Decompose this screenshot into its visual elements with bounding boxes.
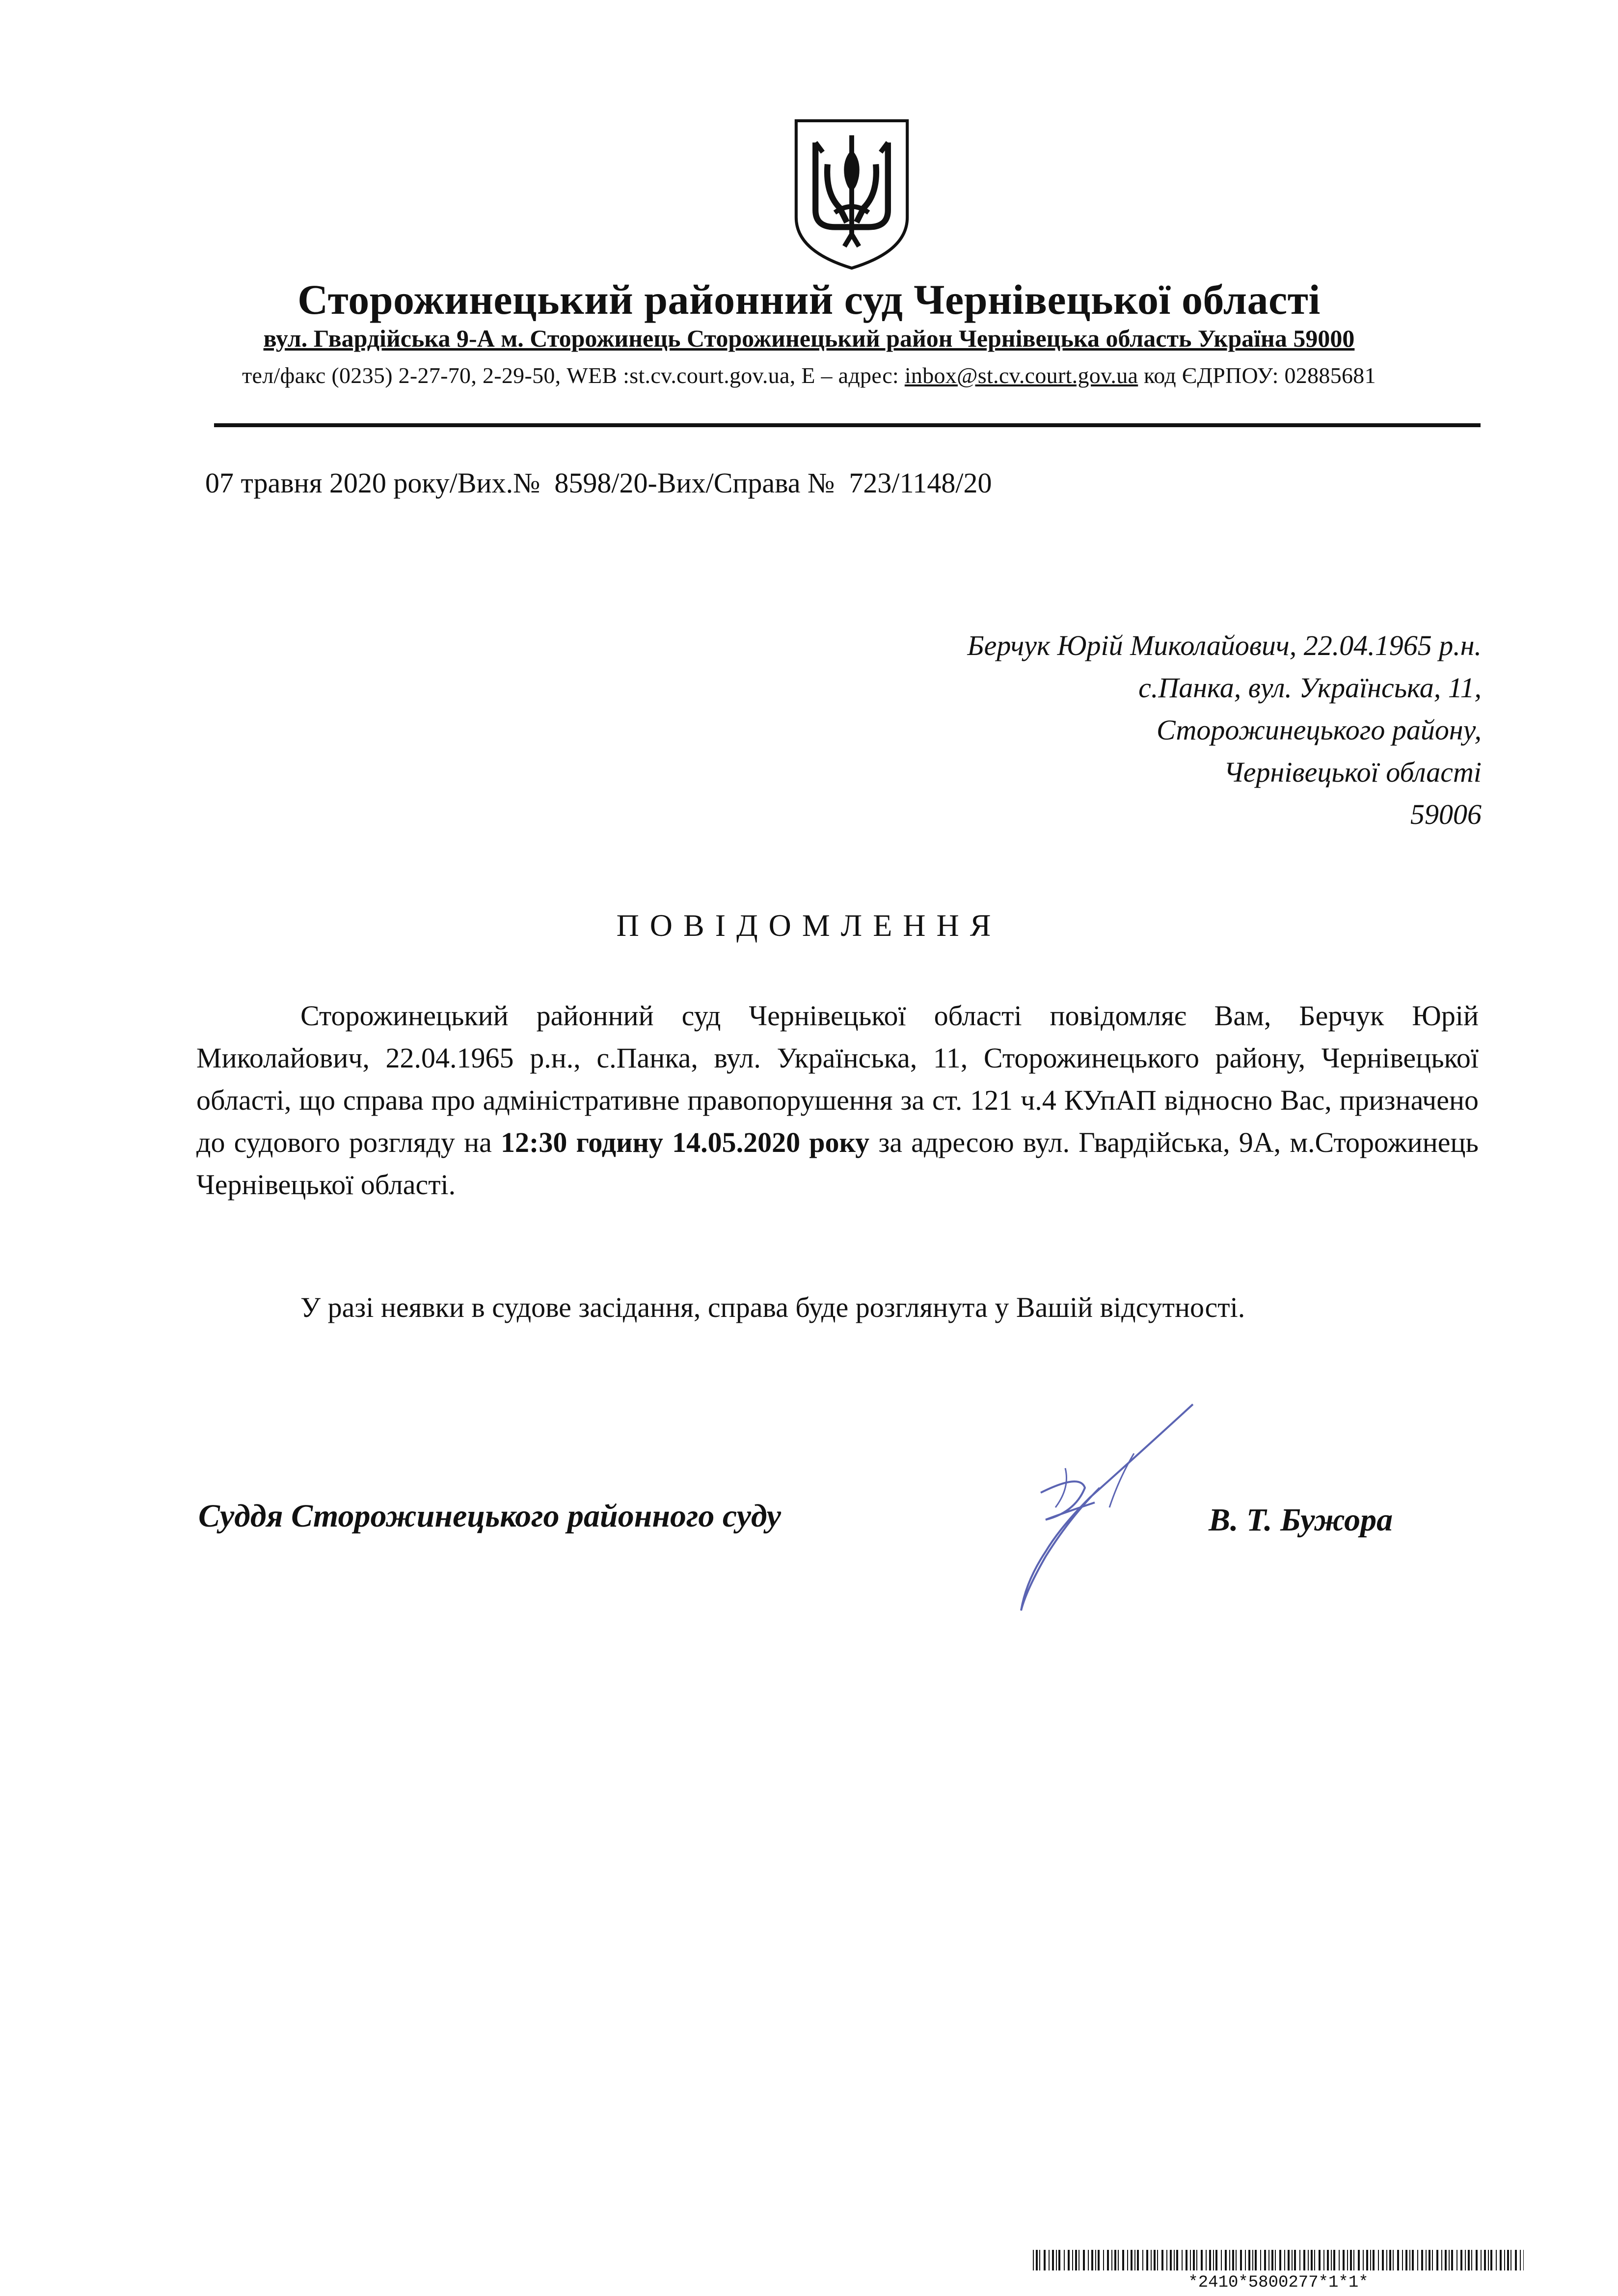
paragraph-text: за адресою вул. Гвардійська, 9А, м.Сторожинець Чернівецької області. <box>196 1126 1479 1201</box>
barcode-bar <box>1095 2250 1096 2270</box>
barcode-bar <box>1373 2250 1375 2270</box>
barcode-bar <box>1161 2250 1163 2270</box>
barcode-bar <box>1075 2250 1077 2270</box>
trident-coat-of-arms-icon <box>791 116 912 273</box>
barcode-bar <box>1441 2250 1442 2270</box>
barcode-bar <box>1299 2250 1300 2270</box>
barcode-bar <box>1507 2250 1509 2270</box>
barcode-bar <box>1131 2250 1133 2270</box>
barcode-bar <box>1426 2250 1427 2270</box>
barcode-bar <box>1196 2250 1197 2270</box>
barcode-bar <box>1308 2250 1309 2270</box>
paragraph-text: Сторожинецький районний суд Чернівецької області повідомляє Вам, Берчук Юрій Миколайович, 22.04.1965 р.н., с.Панка, вул. Українська, 11, Сторожинецького району, Чернівецької області, що справа про адміністративне правопорушення за ст. 121 ч.4 КУпАП відносно Вас, призначено до судового розгляду на <box>196 1000 1479 1158</box>
barcode-bar <box>1176 2250 1178 2270</box>
barcode-bar <box>1072 2250 1073 2270</box>
barcode-bar <box>1245 2250 1246 2270</box>
barcode-bar <box>1510 2250 1511 2270</box>
barcode-bar <box>1248 2250 1250 2270</box>
barcode-bar <box>1417 2250 1418 2270</box>
barcode-bar <box>1056 2250 1057 2270</box>
court-address: вул. Гвардійська 9-А м. Сторожинець Сторожинецький район Чернівецька область Україна 59000 <box>263 325 1355 352</box>
recipient-region: Чернівецької області <box>1223 756 1482 788</box>
barcode-bar <box>1091 2250 1093 2270</box>
barcode-bar <box>1363 2250 1364 2270</box>
barcode-bar <box>1314 2250 1315 2270</box>
barcode-bar <box>1114 2250 1116 2270</box>
barcode-bar <box>1353 2250 1354 2270</box>
barcode-bar <box>1271 2250 1273 2270</box>
recipient-district: Сторожинецького району, <box>1157 714 1482 746</box>
barcode-bar <box>1471 2250 1472 2270</box>
barcode-bar <box>1142 2250 1143 2270</box>
barcode-bar <box>1232 2250 1234 2270</box>
barcode-bar <box>1068 2250 1070 2270</box>
barcode-bar <box>1236 2250 1237 2270</box>
barcode-bar <box>1412 2250 1414 2270</box>
barcode-bar <box>1327 2250 1329 2270</box>
barcode-bar <box>1449 2250 1450 2270</box>
barcode-bar <box>1476 2250 1478 2270</box>
barcode-bar <box>1481 2250 1482 2270</box>
barcode-bar <box>1284 2250 1285 2270</box>
barcode-bar <box>1323 2250 1324 2270</box>
barcode-bar <box>1389 2250 1391 2270</box>
barcode-bar <box>1378 2250 1379 2270</box>
barcode-bar <box>1370 2250 1371 2270</box>
barcode-bar <box>1134 2250 1135 2270</box>
barcode-bar <box>1288 2250 1290 2270</box>
barcode-bar <box>1523 2250 1524 2270</box>
barcode-bar <box>1225 2250 1227 2270</box>
barcode-bar <box>1088 2250 1089 2270</box>
barcode-bar <box>1186 2250 1187 2270</box>
barcode-bar <box>1409 2250 1410 2270</box>
contact-phone-web: тел/факс (0235) 2-27-70, 2-29-50, WEB :st.cv.court.gov.ua, E – адрес: <box>242 363 905 388</box>
barcode-bar <box>1303 2250 1305 2270</box>
outgoing-reference: 07 травня 2020 року/Вих.№ 8598/20-Вих/Справа № 723/1148/20 <box>205 467 992 499</box>
barcode-bar <box>1111 2250 1112 2270</box>
judge-name: В. Т. Бужора <box>1209 1502 1393 1538</box>
barcode-bar <box>1350 2250 1352 2270</box>
barcode <box>1033 2250 1524 2270</box>
judge-title: Суддя Сторожинецького районного суду <box>198 1498 782 1534</box>
barcode-bar <box>1107 2250 1109 2270</box>
barcode-bar <box>1174 2250 1175 2270</box>
barcode-bar <box>1146 2250 1148 2270</box>
barcode-bar <box>1252 2250 1253 2270</box>
recipient-village: с.Панка, вул. Українська, 11, <box>1138 672 1482 704</box>
barcode-bar <box>1127 2250 1128 2270</box>
barcode-bar <box>1137 2250 1139 2270</box>
barcode-bar <box>1058 2250 1060 2270</box>
barcode-bar <box>1182 2250 1183 2270</box>
notice-paragraph-1 <box>196 995 1479 1206</box>
barcode-bar <box>1209 2250 1211 2270</box>
barcode-bar <box>1215 2250 1217 2270</box>
barcode-bar <box>1036 2250 1038 2270</box>
barcode-bar <box>1170 2250 1172 2270</box>
hearing-datetime: 12:30 годину 14.05.2020 року <box>501 1126 870 1158</box>
barcode-bar <box>1190 2250 1191 2270</box>
barcode-bar <box>1393 2250 1394 2270</box>
barcode-bar <box>1151 2250 1152 2270</box>
barcode-bar <box>1421 2250 1423 2270</box>
barcode-bar <box>1122 2250 1124 2270</box>
barcode-bar <box>1049 2250 1050 2270</box>
barcode-bar <box>1496 2250 1497 2270</box>
barcode-bar <box>1500 2250 1502 2270</box>
barcode-bar <box>1255 2250 1257 2270</box>
court-contacts <box>0 362 1618 388</box>
barcode-bar <box>1240 2250 1242 2270</box>
barcode-bar <box>1275 2250 1276 2270</box>
header-divider <box>214 423 1481 427</box>
contact-edrpou: код ЄДРПОУ: 02885681 <box>1138 363 1376 388</box>
court-name: Сторожинецький районний суд Чернівецької області <box>297 276 1321 323</box>
barcode-bar <box>1490 2250 1492 2270</box>
barcode-bar <box>1445 2250 1447 2270</box>
barcode-bar <box>1044 2250 1046 2270</box>
barcode-bar <box>1294 2250 1296 2270</box>
barcode-bar <box>1343 2250 1345 2270</box>
barcode-bar <box>1103 2250 1104 2270</box>
barcode-bar <box>1432 2250 1433 2270</box>
barcode-bar <box>1397 2250 1399 2270</box>
barcode-bar <box>1221 2250 1222 2270</box>
barcode-bar <box>1268 2250 1269 2270</box>
barcode-bar <box>1279 2250 1281 2270</box>
barcode-bar <box>1386 2250 1387 2270</box>
barcode-bar <box>1157 2250 1158 2270</box>
barcode-bar <box>1520 2250 1521 2270</box>
barcode-bar <box>1436 2250 1438 2270</box>
barcode-bar <box>1193 2250 1195 2270</box>
barcode-bar <box>1456 2250 1457 2270</box>
barcode-bar <box>1429 2250 1430 2270</box>
barcode-bar <box>1333 2250 1335 2270</box>
barcode-bar <box>1484 2250 1486 2270</box>
barcode-bar <box>1229 2250 1230 2270</box>
notice-paragraph-2: У разі неявки в судове засідання, справа буде розглянута у Вашій відсутності. <box>300 1291 1245 1323</box>
barcode-bar <box>1366 2250 1368 2270</box>
barcode-bar <box>1488 2250 1489 2270</box>
contact-email: inbox@st.cv.court.gov.ua <box>904 363 1138 388</box>
handwritten-signature <box>972 1394 1227 1625</box>
recipient-name: Берчук Юрій Миколайович, 22.04.1965 р.н. <box>967 629 1482 661</box>
barcode-bar <box>1201 2250 1203 2270</box>
recipient-postcode: 59006 <box>1410 798 1482 830</box>
barcode-number: *2410*5800277*1*1* <box>1188 2273 1369 2292</box>
barcode-bar <box>1083 2250 1085 2270</box>
barcode-bar <box>1213 2250 1214 2270</box>
barcode-bar <box>1358 2250 1360 2270</box>
barcode-bar <box>1264 2250 1266 2270</box>
barcode-bar <box>1382 2250 1384 2270</box>
barcode-bar <box>1402 2250 1403 2270</box>
notice-title: ПОВІДОМЛЕННЯ <box>616 908 1002 943</box>
barcode-bar <box>1052 2250 1054 2270</box>
barcode-bar <box>1206 2250 1207 2270</box>
barcode-bar <box>1118 2250 1119 2270</box>
barcode-bar <box>1465 2250 1466 2270</box>
barcode-bar <box>1292 2250 1293 2270</box>
barcode-bar <box>1504 2250 1505 2270</box>
barcode-bar <box>1339 2250 1340 2270</box>
barcode-bar <box>1260 2250 1261 2270</box>
recipient-block <box>696 625 1482 836</box>
barcode-bar <box>1064 2250 1065 2270</box>
barcode-bar <box>1331 2250 1332 2270</box>
barcode-bar <box>1033 2250 1034 2270</box>
barcode-bar <box>1166 2250 1167 2270</box>
barcode-bar <box>1451 2250 1453 2270</box>
barcode-bar <box>1405 2250 1407 2270</box>
barcode-bar <box>1460 2250 1462 2270</box>
barcode-bar <box>1319 2250 1321 2270</box>
barcode-bar <box>1311 2250 1313 2270</box>
barcode-bar <box>1515 2250 1517 2270</box>
barcode-bar <box>1468 2250 1470 2270</box>
barcode-bar <box>1347 2250 1348 2270</box>
barcode-bar <box>1154 2250 1156 2270</box>
barcode-bar <box>1098 2250 1100 2270</box>
barcode-bar <box>1039 2250 1040 2270</box>
